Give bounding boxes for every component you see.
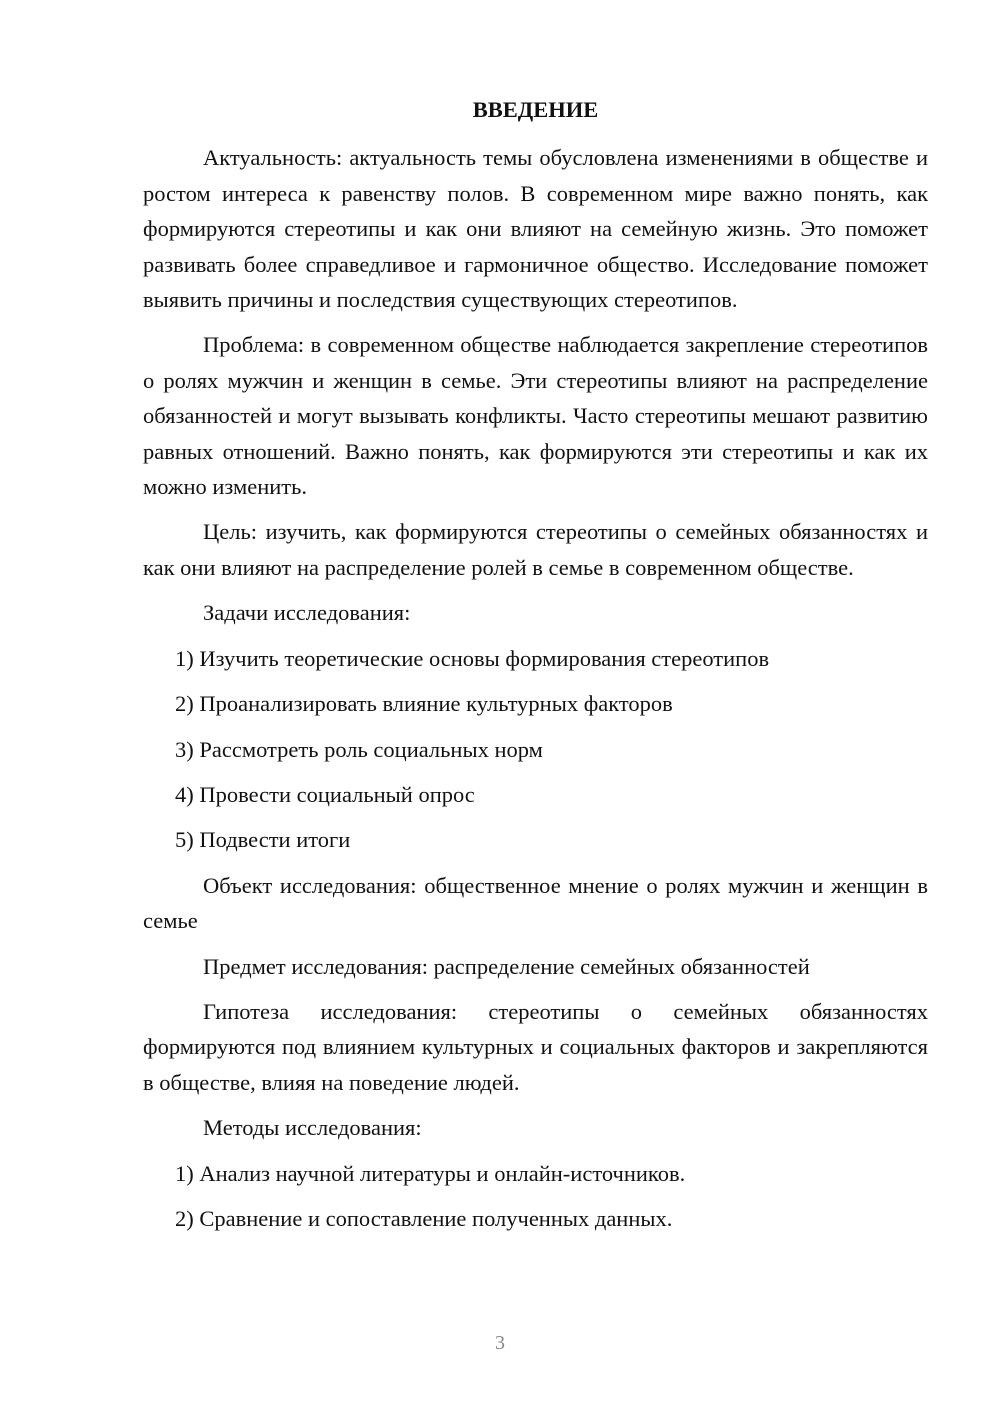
list-item: 2) Сравнение и сопоставление полученных данных.: [175, 1205, 673, 1231]
hypothesis-paragraph: Гипотеза исследования: стереотипы о семейных обязанностях формируются под влиянием культурных и социальных факторов и закрепляются в обществе, влияя на поведение людей.: [143, 998, 928, 1095]
document-page: [143, 92, 928, 1246]
list-item: 1) Изучить теоретические основы формирования стереотипов: [175, 645, 770, 671]
object-paragraph: Объект исследования: общественное мнение о ролях мужчин и женщин в семье: [143, 872, 928, 934]
list-item: 4) Провести социальный опрос: [175, 781, 475, 807]
tasks-list: [143, 641, 928, 858]
subject-paragraph: Предмет исследования: распределение семейных обязанностей: [203, 953, 810, 979]
problem-paragraph: Проблема: в современном обществе наблюдается закрепление стереотипов о ролях мужчин и женщин в семье. Эти стереотипы влияют на распределение обязанностей и могут вызывать конфликты. Часто стереотипы мешают развитию равных отношений. Важно понять, как формируются эти стереотипы и как их можно изменить.: [143, 332, 928, 500]
list-item: 2) Проанализировать влияние культурных факторов: [175, 691, 673, 717]
goal-paragraph: Цель: изучить, как формируются стереотипы о семейных обязанностях и как они влияют на распределение ролей в семье в современном обществе.: [143, 519, 928, 580]
page-number: 3: [495, 1332, 505, 1354]
relevance-paragraph: Актуальность: актуальность темы обусловлена изменениями в обществе и ростом интереса к равенству полов. В современном мире важно понять, как формируются стереотипы и как они влияют на семейную жизнь. Это поможет развивать более справедливое и гармоничное общество. Исследование поможет выявить причины и последствия существующих стереотипов.: [143, 145, 928, 313]
list-item: 5) Подвести итоги: [175, 827, 351, 853]
tasks-heading: Задачи исследования:: [203, 600, 411, 626]
methods-list: [143, 1156, 928, 1237]
document-title: ВВЕДЕНИЕ: [472, 97, 599, 122]
methods-heading: Методы исследования:: [203, 1115, 422, 1141]
list-item: 1) Анализ научной литературы и онлайн-источников.: [175, 1160, 686, 1186]
list-item: 3) Рассмотреть роль социальных норм: [175, 736, 543, 762]
